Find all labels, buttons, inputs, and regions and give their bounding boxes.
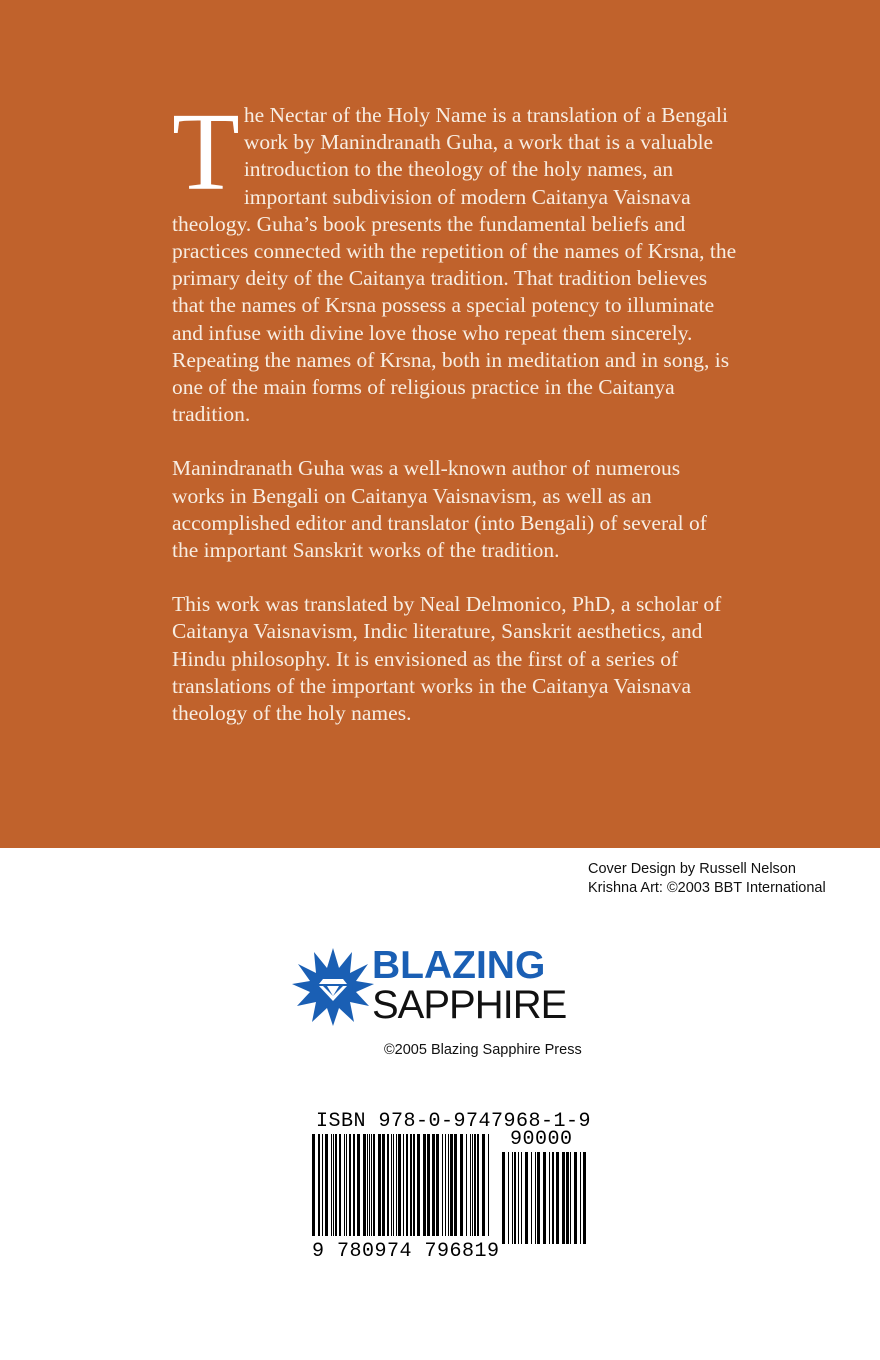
barcode-bar: [344, 1134, 345, 1236]
addon-bar: [566, 1152, 569, 1244]
addon-bar: [514, 1152, 516, 1244]
logo-word-blazing: BLAZING: [372, 944, 546, 987]
addon-bar: [583, 1152, 586, 1244]
barcode-bar: [367, 1134, 368, 1236]
addon-bar: [502, 1152, 505, 1244]
barcode-bar: [371, 1134, 372, 1236]
barcode-bar: [312, 1134, 315, 1236]
barcode-ean-digits: 9 780974 796819: [312, 1240, 500, 1263]
barcode-bar: [357, 1134, 360, 1236]
barcode-bar: [413, 1134, 415, 1236]
addon-bar: [508, 1152, 509, 1244]
credits: [588, 860, 826, 898]
description-paragraph-2: Manindranath Guha was a well-known author of numerous works in Bengali on Caitanya Vaisnavism, as well as an accomplished editor and translator (into Bengali) of several of the important Sanskrit works of the tradition.: [172, 456, 707, 563]
barcode-bar: [331, 1134, 332, 1236]
barcode: [312, 1134, 587, 1244]
barcode-bar: [460, 1134, 463, 1236]
barcode-bar: [346, 1134, 347, 1236]
barcode-bar: [488, 1134, 489, 1236]
addon-bar: [562, 1152, 565, 1244]
barcode-addon-digits: 90000: [510, 1128, 573, 1151]
barcode-bar: [349, 1134, 351, 1236]
barcode-bar: [373, 1134, 375, 1236]
sapphire-sunburst-icon: [292, 946, 374, 1028]
barcode-bar: [427, 1134, 430, 1236]
drop-cap-letter: T: [172, 91, 240, 214]
barcode-bar: [318, 1134, 320, 1236]
barcode-bar: [387, 1134, 389, 1236]
barcode-bar: [450, 1134, 453, 1236]
paragraph-1-text: he Nectar of the Holy Name is a translation of a Bengali work by Manindranath Guha, a work that is a valuable introduction to the theology of the holy names, an important subdivision of modern Caitanya Vaisnava theology. Guha’s book presents the fundamental beliefs and practices connected with the repetition of the names of Krsna, the primary deity of the Caitanya tradition. That tradition believes that the names of Krsna possess a special potency to illuminate and infuse with divine love those who repeat them sincerely. Repeating the names of Krsna, both in meditation and in song, is one of the main forms of religious practice in the Caitanya tradition.: [172, 103, 737, 427]
barcode-bar: [466, 1134, 467, 1236]
addon-bar: [525, 1152, 528, 1244]
barcode-bar: [474, 1134, 476, 1236]
description-text: [172, 91, 738, 754]
barcode-bar: [363, 1134, 366, 1236]
barcode-bar: [391, 1134, 392, 1236]
copyright-notice: ©2005 Blazing Sapphire Press: [384, 1042, 582, 1058]
barcode-bar: [423, 1134, 426, 1236]
isbn-label: ISBN 978-0-9747968-1-9: [316, 1110, 592, 1133]
barcode-bar: [477, 1134, 479, 1236]
addon-bar: [512, 1152, 513, 1244]
publisher-logo: [292, 944, 602, 1030]
addon-bar: [570, 1152, 571, 1244]
description-paragraph-1: [172, 91, 738, 428]
barcode-bar: [378, 1134, 381, 1236]
addon-bar: [521, 1152, 522, 1244]
barcode-bar: [322, 1134, 323, 1236]
addon-bar: [556, 1152, 559, 1244]
addon-bar: [552, 1152, 554, 1244]
barcode-bar: [436, 1134, 439, 1236]
barcode-bar: [353, 1134, 355, 1236]
barcode-bar: [482, 1134, 485, 1236]
barcode-bar: [442, 1134, 443, 1236]
barcode-bar: [445, 1134, 446, 1236]
barcode-bar: [403, 1134, 404, 1236]
krishna-art-credit: Krishna Art: ©2003 BBT International: [588, 880, 826, 896]
addon-bar: [537, 1152, 540, 1244]
barcode-bar: [448, 1134, 449, 1236]
logo-word-sapphire: SAPPHIRE: [372, 983, 567, 1027]
cover-design-credit: Cover Design by Russell Nelson: [588, 861, 796, 877]
barcode-bar: [369, 1134, 370, 1236]
barcode-bar: [325, 1134, 328, 1236]
addon-bar: [518, 1152, 519, 1244]
barcode-bar: [410, 1134, 412, 1236]
addon-bar: [549, 1152, 550, 1244]
barcode-bar: [406, 1134, 408, 1236]
barcode-bar: [417, 1134, 420, 1236]
barcode-bar: [472, 1134, 473, 1236]
addon-bar: [574, 1152, 577, 1244]
barcode-bar: [339, 1134, 341, 1236]
barcode-bar: [432, 1134, 435, 1236]
barcode-bar: [396, 1134, 397, 1236]
barcode-bar: [335, 1134, 337, 1236]
barcode-bar: [454, 1134, 457, 1236]
addon-bar: [543, 1152, 546, 1244]
description-paragraph-3: This work was translated by Neal Delmonico, PhD, a scholar of Caitanya Vaisnavism, Indic literature, Sanskrit aesthetics, and Hindu philosophy. It is envisioned as the first of a series of translations of the important works in the Caitanya Vaisnava theology of the holy names.: [172, 592, 722, 726]
addon-bar: [580, 1152, 581, 1244]
barcode-bar: [470, 1134, 471, 1236]
barcode-bar: [398, 1134, 401, 1236]
addon-bar: [535, 1152, 536, 1244]
addon-bar: [531, 1152, 532, 1244]
barcode-bar: [333, 1134, 334, 1236]
barcode-bar: [382, 1134, 385, 1236]
barcode-bar: [393, 1134, 394, 1236]
